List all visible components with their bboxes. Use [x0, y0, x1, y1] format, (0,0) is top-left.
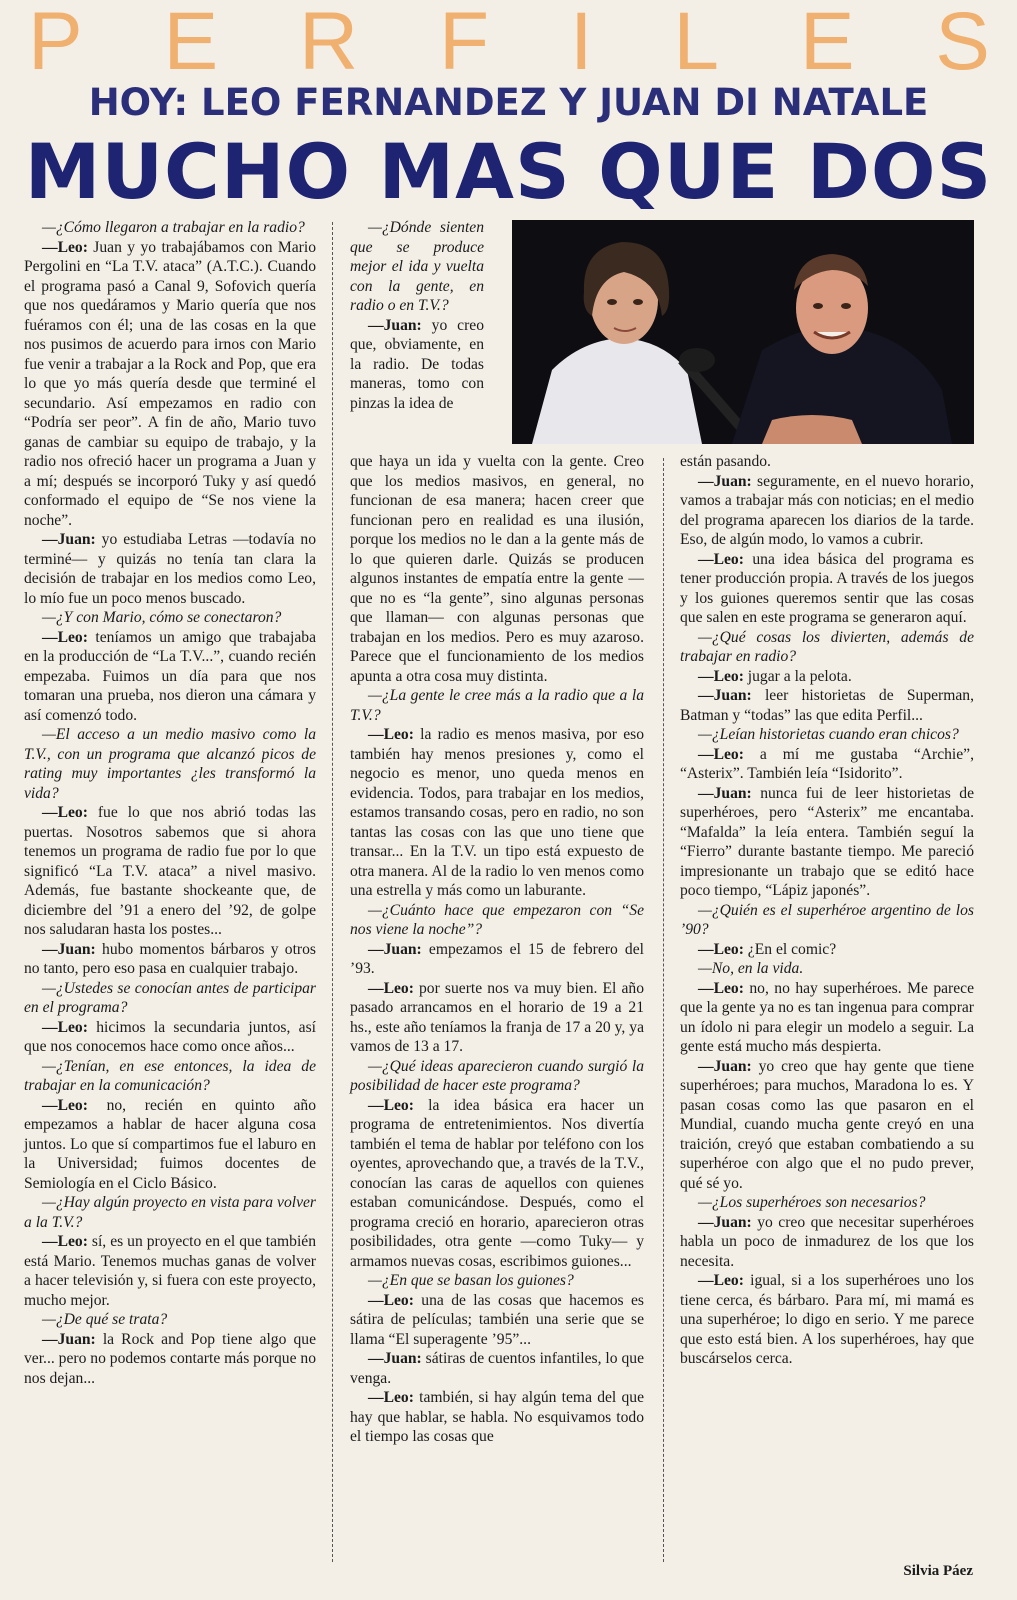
interview-answer: [350, 979, 644, 1057]
interview-answer: [680, 745, 974, 784]
interview-question: —¿De qué se trata?: [42, 1311, 168, 1328]
answer-text: yo creo que hay gente que tiene superhéroes; para muchos, Maradona lo es. Y pasan cosas como las que pasaron en el Mundial, cuando mucha gente creyó en una traición, creyó que estaban combatiendo a su superhéroe con algo que el no pudo prever, qué sé yo.: [680, 1057, 974, 1192]
answer-text: no, recién en quinto año empezamos a hablar de hacer alguna cosa juntos. Lo que sí compartimos fue el laburo en la Universidad; fuimos docentes de Semiología en el Ciclo Básico.: [24, 1096, 316, 1192]
interview-answer: [24, 940, 316, 979]
speaker-label: —Leo:: [42, 804, 88, 821]
speaker-label: —Juan:: [368, 316, 422, 334]
speaker-label: —Leo:: [368, 979, 414, 997]
interview-answer: [24, 1330, 316, 1389]
answer-text: sátiras de cuentos infantiles, lo que venga.: [350, 1350, 644, 1387]
speaker-label: —Leo:: [368, 726, 414, 743]
answer-text: también, si hay algún tema del que hay que hablar, se habla. No esquivamos todo el tiempo las cosas que: [350, 1389, 644, 1445]
answer-text: la idea básica era hacer un programa de entretenimientos. Nos divertía también el tema de hablar por teléfono con los oyentes, aprovechando que, a través de la T.V., conocían las caras de aquellos con quienes estaban comunicándose. Después, como el programa creció en horario, aparecieron otras posibilidades, otra gente —como Tuky— y armamos nuevas cosas, escribimos guiones...: [350, 1096, 644, 1270]
interview-answer: [24, 628, 316, 726]
section-letter: F: [438, 0, 490, 87]
section-title: [28, 0, 990, 87]
interview-question: —¿Ustedes se conocían antes de participar en el programa?: [24, 979, 316, 1016]
interview-answer: [680, 784, 974, 901]
answer-text: jugar a la pelota.: [743, 667, 852, 685]
speaker-label: —Leo:: [42, 1096, 88, 1114]
answer-text: igual, si a los superhéroes uno los tiene cerca, és bárbaro. Para mí, mi mamá es una superhéroe; lo digo en serio. Y me parece que esto está bien. A los superhéroes, hay que buscárselos cerca.: [680, 1272, 974, 1367]
interview-question: —¿Cómo llegaron a trabajar en la radio?: [42, 219, 305, 236]
answer-text: la Rock and Pop tiene algo que ver... pero no podemos contarte más porque no nos dejan...: [24, 1330, 316, 1387]
interview-answer: [350, 316, 484, 414]
answer-text: hubo momentos bárbaros y otros no tanto, pero eso pasa en cualquier trabajo.: [24, 940, 316, 977]
interview-answer: [24, 1096, 316, 1194]
section-letter: L: [673, 0, 720, 87]
interview-answer: [350, 1388, 644, 1447]
speaker-label: —Juan:: [42, 1330, 96, 1348]
article-photo: [512, 220, 974, 444]
speaker-label: —Leo:: [42, 1233, 88, 1250]
interview-question: —¿Qué cosas los divierten, además de trabajar en radio?: [680, 628, 974, 665]
interview-answer: [680, 686, 974, 725]
section-letter: P: [28, 0, 83, 87]
speaker-label: —Juan:: [42, 531, 96, 548]
speaker-label: —Leo:: [42, 628, 88, 646]
speaker-label: —Juan:: [698, 472, 752, 490]
interview-answer: [24, 1018, 316, 1057]
photo-illustration: [512, 220, 974, 444]
interview-question: —No, en la vida.: [698, 960, 804, 977]
interview-question: —¿Quién es el superhéroe argentino de los ’90?: [680, 901, 974, 938]
interview-question: —¿Y con Mario, cómo se conectaron?: [42, 609, 282, 626]
interview-question: —¿Hay algún proyecto en vista para volver a la T.V.?: [24, 1194, 316, 1231]
interview-answer: [680, 550, 974, 628]
article-column-3: [680, 452, 974, 1369]
interview-question: —El acceso a un medio masivo como la T.V., con un programa que alcanzó picos de rating muy importantes ¿les transformó la vida?: [24, 726, 316, 802]
answer-text: teníamos un amigo que trabajaba en la producción de “La T.V...”, cuando recién empezaba. Fuimos un día para que nos tomaran una prueba, nos dieron una cámara y así comenzó todo.: [24, 628, 316, 724]
interview-answer: [680, 940, 974, 960]
interview-answer: [350, 1349, 644, 1388]
interview-question: —¿Tenían, en ese entonces, la idea de trabajar en la comunicación?: [24, 1057, 316, 1094]
speaker-label: —Juan:: [698, 784, 752, 802]
interview-answer: [680, 472, 974, 550]
answer-text: seguramente, en el nuevo horario, vamos a trabajar más con noticias; en el medio del programa aparecen los diarios de la tarde. Eso, de algún modo, lo vamos a cubrir.: [680, 472, 974, 548]
answer-text: ¿En el comic?: [743, 940, 837, 958]
section-letter: E: [799, 0, 855, 87]
answer-text: empezamos el 15 de febrero del ’93.: [350, 940, 644, 977]
speaker-label: —Leo:: [42, 238, 88, 256]
speaker-label: —Leo:: [368, 1291, 414, 1309]
speaker-label: —Leo:: [698, 940, 744, 958]
section-letter: I: [569, 0, 593, 87]
answer-text: una idea básica del programa es tener producción propia. A través de los juegos y los guiones queremos sentir que las cosas que salen en este programa se generaron aquí.: [680, 550, 974, 626]
column-divider: [663, 458, 664, 1562]
interview-answer: [350, 1291, 644, 1350]
article-column-2-top: [350, 218, 484, 413]
interview-question: —¿Dónde sienten que se produce mejor el ida y vuelta con la gente, en radio o en T.V.?: [350, 219, 484, 314]
speaker-label: —Leo:: [698, 550, 744, 568]
answer-text: no, no hay superhéroes. Me parece que la gente ya no es tan ingenua para comprar un ídolo ni para elegir un modelo a seguir. La gente está mucho más despierta.: [680, 979, 974, 1055]
answer-text: sí, es un proyecto en el que también está Mario. Tenemos muchas ganas de volver a hacer televisión y, si fuera con este proyecto, mucho mejor.: [24, 1233, 316, 1309]
speaker-label: —Leo:: [42, 1018, 88, 1036]
answer-text: nunca fui de leer historietas de superhéroes, pero “Asterix” me encantaba. “Mafalda” la leía entera. También seguí la “Fierro” durante bastante tiempo. Me pareció impresionante un trabajo que se editó hace poco tiempo, “Lápiz japonés”.: [680, 784, 974, 899]
section-letter: E: [163, 0, 219, 87]
interview-answer: [350, 1096, 644, 1272]
section-letter: S: [935, 0, 990, 87]
interview-question: —¿En que se basan los guiones?: [368, 1272, 574, 1289]
interview-question: —¿Leían historietas cuando eran chicos?: [698, 726, 959, 743]
speaker-label: —Juan:: [698, 1213, 752, 1231]
interview-answer: [24, 1232, 316, 1310]
answer-text: leer historietas de Superman, Batman y “todas” las que edita Perfil...: [680, 687, 974, 724]
article-subtitle: HOY: LEO FERNANDEZ Y JUAN DI NATALE: [88, 81, 929, 124]
interview-answer: [680, 979, 974, 1057]
interview-answer: [680, 667, 974, 687]
answer-continuation: están pasando.: [680, 453, 771, 470]
answer-text: Juan y yo trabajábamos con Mario Pergolini en “La T.V. ataca” (A.T.C.). Cuando el programa pasó a Canal 9, Sofovich quería que nos quedáramos y Mario quería que nos fuéramos con él; una de las cosas en la que nos pusimos de acuerdo para irnos con Mario fue venir a trabajar a la Rock and Pop, que era lo que yo más quería desde que terminé el secundario. Así empezamos en radio con “Podría ser peor”. A fin de año, Mario tuvo ganas de cambiar su equipo de trabajo, y la radio nos ofreció hacer un programa a Juan y a mí; después se incorporó Tuky y así quedó conformado el equipo de “Se nos viene la noche”.: [24, 238, 316, 529]
speaker-label: —Juan:: [698, 1057, 752, 1075]
answer-text: una de las cosas que hacemos es sátira de películas; también una serie que se llama “El superagente ’95”...: [350, 1291, 644, 1348]
answer-text: yo creo que, obviamente, en la radio. De todas maneras, tomo con pinzas la idea de: [350, 316, 484, 412]
speaker-label: —Juan:: [368, 940, 422, 958]
speaker-label: —Juan:: [42, 940, 96, 958]
answer-text: a mí me gustaba “Archie”, “Asterix”. También leía “Isidorito”.: [680, 745, 974, 782]
interview-answer: [680, 1271, 974, 1369]
section-letter: R: [298, 0, 359, 87]
interview-answer: [680, 1057, 974, 1194]
speaker-label: —Juan:: [368, 1350, 422, 1367]
interview-answer: [24, 238, 316, 531]
article-column-1: [24, 218, 316, 1388]
answer-text: hicimos la secundaria juntos, así que nos conocemos hace como once años...: [24, 1018, 316, 1055]
speaker-label: —Leo:: [698, 667, 744, 685]
article-column-2-bottom: [350, 452, 644, 1447]
answer-text: fue lo que nos abrió todas las puertas. Nosotros sabemos que si ahora tenemos un programa de radio fue por lo que significó “La T.V. ataca” a nivel masivo. Además, fue bastante shockeante que, de diciembre del ’91 a enero del ’92, de golpe nos saludaran hasta los postes...: [24, 804, 316, 938]
speaker-label: —Leo:: [368, 1389, 414, 1406]
speaker-label: —Leo:: [698, 1272, 744, 1289]
interview-answer: [350, 940, 644, 979]
answer-text: yo estudiaba Letras —todavía no terminé— y quizás no tenía tan clara la decisión de trabajar en los medios como Leo, lo mío fue un poco menos buscado.: [24, 531, 316, 607]
answer-text: la radio es menos masiva, por eso también hay menos presiones y, como el negocio es menor, uno queda menos en evidencia. Todos, para trabajar en los medios, estamos transando cosas, pero en radio, no son tantas las cosas con las que uno tiene que transar... En la T.V. un tipo está expuesto de otra manera. Al de la radio lo ven menos como una estrella y más como un laburante.: [350, 726, 644, 899]
interview-answer: [350, 725, 644, 901]
interview-question: —¿Qué ideas aparecieron cuando surgió la posibilidad de hacer este programa?: [350, 1057, 644, 1094]
interview-answer: [24, 530, 316, 608]
answer-continuation: que haya un ida y vuelta con la gente. Creo que los medios masivos, en general, no funcionan de esa manera; hacen creer que funcionan pero en realidad es una ilusión, porque los medios no le dan a la gente más de lo que quieren darle. Quizás se producen algunos instantes de empatía entre la gente —que no es “la gente”, sino algunas personas que llaman— con algunas personas que trabajan en los medios. Pero es muy azaroso. Parece que el funcionamiento de los medios apunta a otra cosa muy distinta.: [350, 453, 644, 685]
answer-text: por suerte nos va muy bien. El año pasado arrancamos en el horario de 19 a 21 hs., este año teníamos la franja de 17 a 20 y, ya vamos de 13 a 17.: [350, 979, 644, 1055]
interview-answer: [680, 1213, 974, 1272]
interview-question: —¿Los superhéroes son necesarios?: [698, 1194, 926, 1211]
column-divider: [332, 222, 333, 1562]
speaker-label: —Leo:: [368, 1096, 414, 1114]
interview-question: —¿Cuánto hace que empezaron con “Se nos viene la noche”?: [350, 901, 644, 938]
interview-answer: [24, 803, 316, 940]
speaker-label: —Leo:: [698, 745, 744, 763]
author-byline: Silvia Páez: [903, 1563, 973, 1579]
article-headline: MUCHO MAS QUE DOS: [24, 127, 993, 216]
speaker-label: —Leo:: [698, 979, 744, 997]
interview-question: —¿La gente le cree más a la radio que a la T.V.?: [350, 687, 644, 724]
answer-text: yo creo que necesitar superhéroes habla un poco de inmadurez de los que los necesita.: [680, 1213, 974, 1270]
speaker-label: —Juan:: [698, 687, 752, 704]
